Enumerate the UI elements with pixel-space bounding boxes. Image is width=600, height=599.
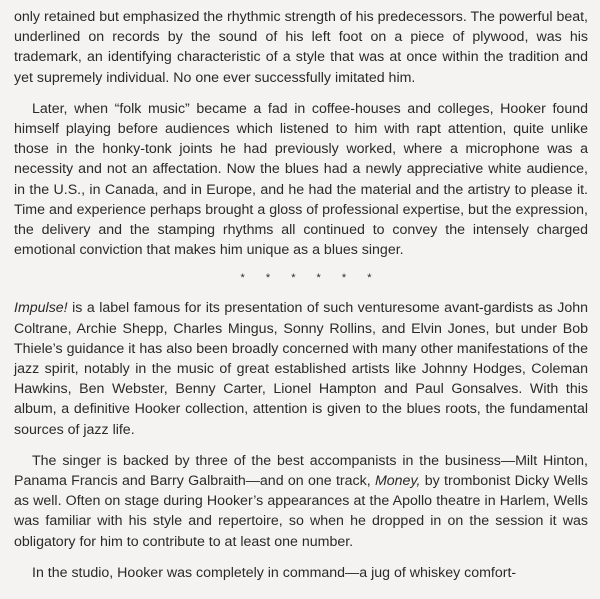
paragraph-5: In the studio, Hooker was completely in command—a jug of whiskey comfort- bbox=[32, 564, 517, 581]
track-title-italic: Money, bbox=[374, 473, 421, 490]
paragraph-4 bbox=[14, 451, 588, 552]
paragraph-1: only retained but emphasized the rhythmic strength of his predecessors. The powerful beat, underlined on records by the sound of his left foot on a piece of plywood, was his trademark, an identifying characteristic of a style that was at once within the tradition and yet supremely individual. No one ever successfully imitated him. bbox=[14, 9, 588, 86]
section-separator: * * * * * * bbox=[240, 272, 372, 285]
label-name-italic: Impulse! bbox=[14, 300, 68, 317]
paragraph-4-before: The singer is backed by three of the best accompanists in the business—Milt Hinton, Panama Francis and Barry Galbraith—and on one track, bbox=[14, 452, 588, 490]
paragraph-3 bbox=[14, 298, 588, 439]
paragraph-3-body: is a label famous for its presentation of such venturesome avant-gardists as John Coltrane, Archie Shepp, Charles Mingus, Sonny Rollins, and Elvin Jones, but under Bob Thiele’s guidance it has also been broadly concerned with many other manifestations of the jazz spirit, notably in the music of great established artists like Johnny Hodges, Coleman Hawkins, Ben Webster, Benny Carter, Lionel Hampton and Paul Gonsalves. With this album, a definitive Hooker collection, attention is given to the blues roots, the fundamental sources of jazz life. bbox=[14, 300, 588, 438]
paragraph-4-after: by trombonist Dicky Wells as well. Often on stage during Hooker’s appearances at the Apollo theatre in Harlem, Wells was familiar with his style and repertoire, so when he dropped in on the session it was obligatory for him to contribute to at least one number. bbox=[14, 473, 588, 550]
paragraph-2: Later, when “folk music” became a fad in coffee-houses and colleges, Hooker found himself playing before audiences which listened to him with rapt attention, quite unlike those in the honky-tonk joints he had previously worked, where a microphone was a necessity and not an affectation. Now the blues had a newly appreciative white audience, in the U.S., in Canada, and in Europe, and he had the material and the artistry to please it. Time and experience perhaps brought a gloss of professional expertise, but the expression, the delivery and the stamping rhythms all continued to convey the intensely charged emotional conviction that makes him unique as a blues singer. bbox=[14, 100, 588, 259]
